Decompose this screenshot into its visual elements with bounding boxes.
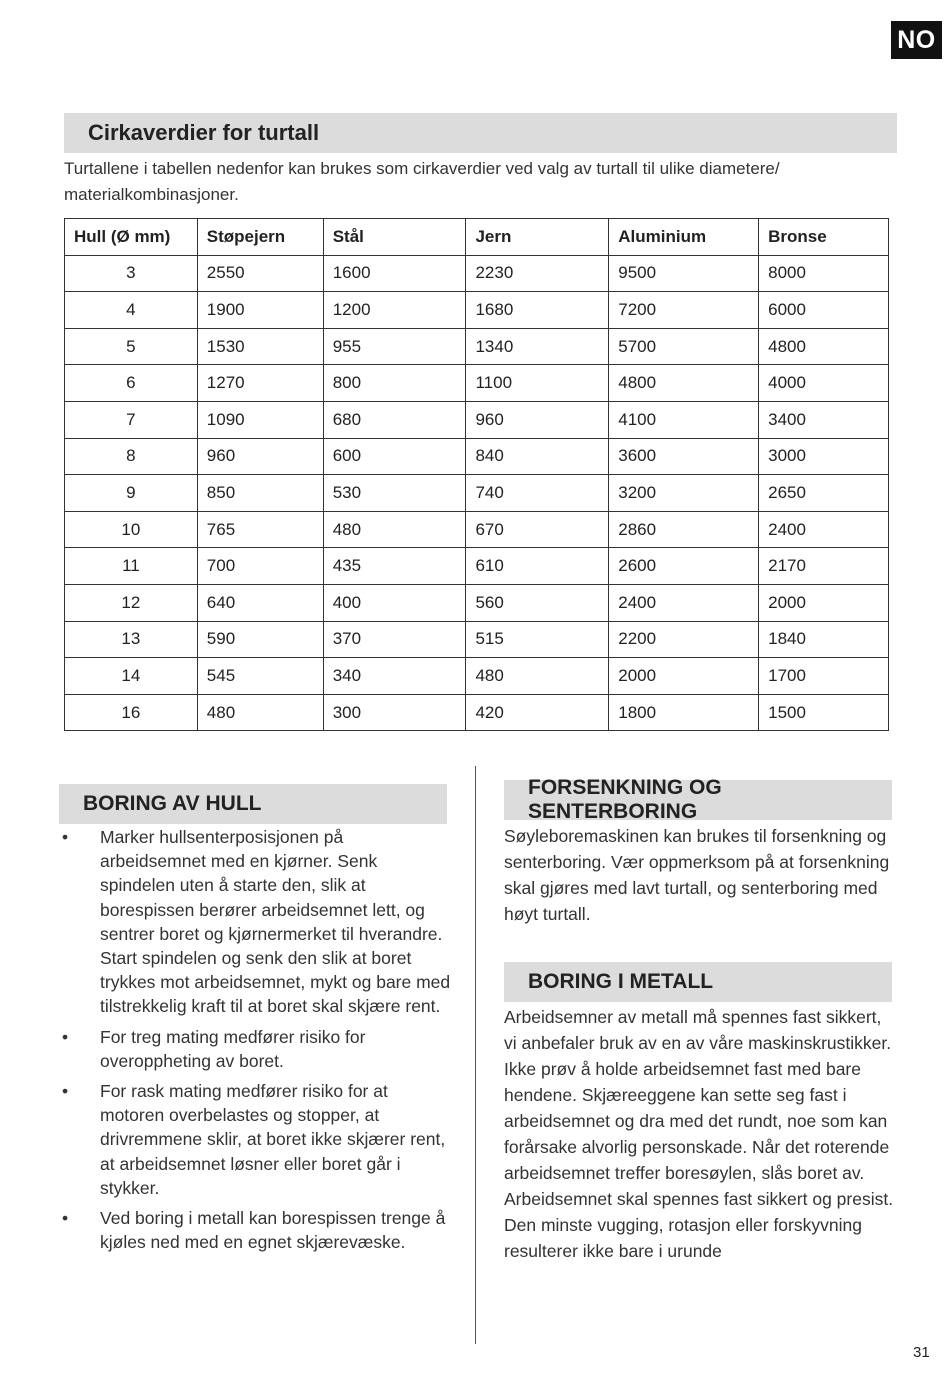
cell-cast-iron: 765: [197, 511, 323, 548]
speed-section-intro: Turtallene i tabellen nedenfor kan brukes som cirkaverdier ved valg av turtall til ulike diametere/ materialkombinasjoner.: [64, 159, 780, 204]
cell-iron: 1680: [466, 292, 609, 329]
cell-cast-iron: 590: [197, 621, 323, 658]
cell-aluminium: 3200: [609, 475, 759, 512]
table-row: [65, 694, 889, 731]
cell-aluminium: 9500: [609, 255, 759, 292]
bullet-icon: •: [62, 1081, 69, 1102]
header-bronze: Bronse: [759, 219, 889, 256]
metal-paragraph: Arbeidsemner av metall må spennes fast sikkert, vi anbefaler bruk av en av våre maskinskrustikker. Ikke prøv å holde arbeidsemnet fast med bare hendene. Skjæreeggene kan sette seg fast i arbeidsemnet og dra med det rundt, noe som kan forårsake alvorlig personskade. Når det roterende arbeidsemnet treffer boresøylen, slås boret av. Arbeidsemnet skal spennes fast sikkert og presist. Den minste vugging, rotasjon eller forskyvning resulterer ikke bare i urunde: [504, 1007, 894, 1261]
cell-iron: 610: [466, 548, 609, 585]
cell-cast-iron: 850: [197, 475, 323, 512]
cell-steel: 300: [323, 694, 466, 731]
cell-steel: 1200: [323, 292, 466, 329]
cell-bronze: 1500: [759, 694, 889, 731]
list-item: [62, 1025, 452, 1073]
cell-steel: 370: [323, 621, 466, 658]
cell-hole: 8: [65, 438, 198, 475]
cell-iron: 1100: [466, 365, 609, 402]
cell-iron: 515: [466, 621, 609, 658]
cell-bronze: 3000: [759, 438, 889, 475]
cell-aluminium: 4100: [609, 401, 759, 438]
cell-aluminium: 5700: [609, 328, 759, 365]
cell-hole: 12: [65, 584, 198, 621]
cell-bronze: 4000: [759, 365, 889, 402]
cell-steel: 530: [323, 475, 466, 512]
cell-aluminium: 1800: [609, 694, 759, 731]
cell-steel: 1600: [323, 255, 466, 292]
table-body: [65, 255, 889, 731]
cell-hole: 11: [65, 548, 198, 585]
cell-iron: 670: [466, 511, 609, 548]
list-item: [62, 1079, 452, 1200]
table-row: [65, 292, 889, 329]
cell-bronze: 8000: [759, 255, 889, 292]
countersink-paragraph: Søyleboremaskinen kan brukes til forsenkning og senterboring. Vær oppmerksom på at forsenkning skal gjøres med lavt turtall, og senterboring med høyt turtall.: [504, 826, 890, 924]
cell-steel: 680: [323, 401, 466, 438]
cell-steel: 955: [323, 328, 466, 365]
cell-cast-iron: 1090: [197, 401, 323, 438]
bullet-text: For treg mating medfører risiko for overoppheting av boret.: [100, 1026, 366, 1071]
bullet-icon: •: [62, 1026, 69, 1047]
table-row: [65, 328, 889, 365]
speed-table: [64, 218, 889, 731]
cell-iron: 1340: [466, 328, 609, 365]
cell-bronze: 2170: [759, 548, 889, 585]
table-row: [65, 548, 889, 585]
cell-bronze: 2650: [759, 475, 889, 512]
table-row: [65, 401, 889, 438]
cell-hole: 5: [65, 328, 198, 365]
cell-iron: 840: [466, 438, 609, 475]
table-row: [65, 584, 889, 621]
cell-cast-iron: 1530: [197, 328, 323, 365]
cell-steel: 400: [323, 584, 466, 621]
cell-hole: 3: [65, 255, 198, 292]
header-hole-diameter: Hull (Ø mm): [65, 219, 198, 256]
column-divider: [475, 766, 476, 1344]
cell-steel: 340: [323, 658, 466, 695]
cell-iron: 420: [466, 694, 609, 731]
cell-hole: 16: [65, 694, 198, 731]
cell-hole: 7: [65, 401, 198, 438]
speed-section-heading: Cirkaverdier for turtall: [64, 113, 897, 153]
table-row: [65, 475, 889, 512]
cell-steel: 600: [323, 438, 466, 475]
table-row: [65, 621, 889, 658]
table-header-row: [65, 219, 889, 256]
cell-hole: 14: [65, 658, 198, 695]
cell-hole: 9: [65, 475, 198, 512]
cell-bronze: 3400: [759, 401, 889, 438]
table-row: [65, 658, 889, 695]
cell-steel: 435: [323, 548, 466, 585]
cell-hole: 10: [65, 511, 198, 548]
cell-steel: 800: [323, 365, 466, 402]
metal-section-heading: BORING I METALL: [504, 962, 892, 1002]
cell-cast-iron: 1900: [197, 292, 323, 329]
header-cast-iron: Støpejern: [197, 219, 323, 256]
cell-cast-iron: 640: [197, 584, 323, 621]
cell-cast-iron: 960: [197, 438, 323, 475]
cell-cast-iron: 1270: [197, 365, 323, 402]
bullet-icon: •: [62, 827, 69, 847]
countersink-section-heading: FORSENKNING OG SENTERBORING: [504, 780, 892, 820]
cell-cast-iron: 2550: [197, 255, 323, 292]
cell-iron: 560: [466, 584, 609, 621]
list-item: [62, 825, 452, 1019]
cell-aluminium: 2600: [609, 548, 759, 585]
cell-aluminium: 2400: [609, 584, 759, 621]
bullet-text: Marker hullsenterposisjonen på arbeidsemnet med en kjørner. Senk spindelen uten å starte den, slik at borespissen berører arbeidsemnet lett, og sentrer boret og kjørnermerket til hverandre. Start spindelen og senk den slik at boret trykkes mot arbeidsemnet, mykt og bare med tilstrekkelig kraft til at boret skal skjære rent.: [100, 827, 451, 1017]
cell-cast-iron: 480: [197, 694, 323, 731]
cell-iron: 740: [466, 475, 609, 512]
cell-aluminium: 3600: [609, 438, 759, 475]
cell-bronze: 1700: [759, 658, 889, 695]
header-steel: Stål: [323, 219, 466, 256]
list-item: [62, 1206, 452, 1254]
cell-aluminium: 2200: [609, 621, 759, 658]
cell-iron: 2230: [466, 255, 609, 292]
header-aluminium: Aluminium: [609, 219, 759, 256]
cell-hole: 6: [65, 365, 198, 402]
table-row: [65, 438, 889, 475]
bullet-icon: •: [62, 1208, 69, 1229]
cell-bronze: 1840: [759, 621, 889, 658]
boring-section-heading: BORING AV HULL: [59, 784, 447, 824]
cell-hole: 13: [65, 621, 198, 658]
bullet-text: For rask mating medfører risiko for at motoren overbelastes og stopper, at drivremmene sklir, at boret ikke skjærer rent, at arbeidsemnet løsner eller boret går i stykker.: [100, 1081, 446, 1198]
cell-iron: 960: [466, 401, 609, 438]
language-badge: NO: [891, 21, 942, 59]
table-row: [65, 255, 889, 292]
cell-steel: 480: [323, 511, 466, 548]
cell-bronze: 4800: [759, 328, 889, 365]
boring-bullet-list: [62, 825, 452, 1260]
page-number: 31: [913, 1344, 930, 1361]
cell-hole: 4: [65, 292, 198, 329]
cell-bronze: 6000: [759, 292, 889, 329]
table-row: [65, 511, 889, 548]
cell-cast-iron: 545: [197, 658, 323, 695]
cell-bronze: 2400: [759, 511, 889, 548]
cell-aluminium: 7200: [609, 292, 759, 329]
table-row: [65, 365, 889, 402]
header-iron: Jern: [466, 219, 609, 256]
cell-cast-iron: 700: [197, 548, 323, 585]
cell-bronze: 2000: [759, 584, 889, 621]
cell-aluminium: 2000: [609, 658, 759, 695]
cell-iron: 480: [466, 658, 609, 695]
bullet-text: Ved boring i metall kan borespissen trenge å kjøles ned med en egnet skjærevæske.: [100, 1208, 446, 1253]
cell-aluminium: 4800: [609, 365, 759, 402]
cell-aluminium: 2860: [609, 511, 759, 548]
